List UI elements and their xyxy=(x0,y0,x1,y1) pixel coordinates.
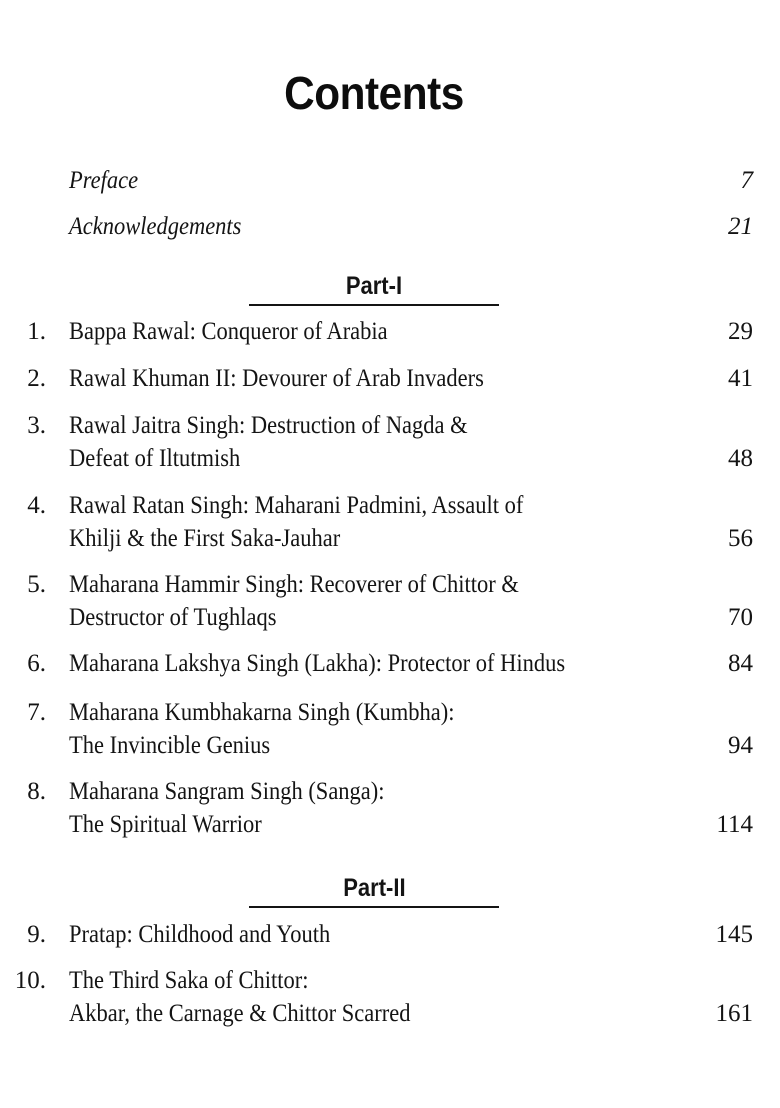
chapter-number: 2. xyxy=(27,365,46,392)
entry-title-line-1: The Third Saka of Chittor: xyxy=(69,967,309,994)
page-number: 94 xyxy=(728,732,753,759)
chapter-number: 5. xyxy=(27,571,46,598)
page-number: 84 xyxy=(728,650,753,677)
chapter-number: 8. xyxy=(27,778,46,805)
entry-title: Acknowledgements xyxy=(69,213,242,240)
entry-title-line-1: Rawal Jaitra Singh: Destruction of Nagda & xyxy=(69,412,468,439)
entry-title-line-2: Destructor of Tughlaqs xyxy=(69,604,277,631)
part-heading-1 xyxy=(249,270,499,306)
page-number: 70 xyxy=(728,604,753,631)
chapter-number: 1. xyxy=(27,318,46,345)
chapter-number: 3. xyxy=(27,412,46,439)
entry-title-line-2: Akbar, the Carnage & Chittor Scarred xyxy=(69,1000,411,1027)
chapter-number: 6. xyxy=(27,650,46,677)
entry-title-line-2: The Invincible Genius xyxy=(69,732,271,759)
chapter-number: 9. xyxy=(27,921,46,948)
page-number: 41 xyxy=(728,365,753,392)
entry-title-line-2: Khilji & the First Saka-Jauhar xyxy=(69,525,341,552)
entry-title: Bappa Rawal: Conqueror of Arabia xyxy=(69,318,388,345)
entry-title: Rawal Khuman II: Devourer of Arab Invaders xyxy=(69,365,484,392)
entry-title-line-1: Maharana Sangram Singh (Sanga): xyxy=(69,778,385,805)
entry-title: Maharana Lakshya Singh (Lakha): Protector of Hindus xyxy=(69,650,566,677)
page-number: 48 xyxy=(728,445,753,472)
page-number: 161 xyxy=(715,1000,753,1027)
entry-title: Pratap: Childhood and Youth xyxy=(69,921,331,948)
part-heading-text: Part-II xyxy=(342,874,406,902)
page-number: 114 xyxy=(716,811,753,838)
page-number: 7 xyxy=(740,167,753,194)
part-heading-2 xyxy=(249,872,499,908)
chapter-number: 10. xyxy=(14,967,46,994)
part-heading-text: Part-I xyxy=(345,272,403,300)
chapter-number: 4. xyxy=(27,492,46,519)
entry-title-line-1: Maharana Hammir Singh: Recoverer of Chittor & xyxy=(69,571,519,598)
entry-title-line-1: Rawal Ratan Singh: Maharani Padmini, Assault of xyxy=(69,492,524,519)
page-title: Contents xyxy=(284,67,464,119)
entry-title-line-2: The Spiritual Warrior xyxy=(69,811,262,838)
entry-title-line-2: Defeat of Iltutmish xyxy=(69,445,241,472)
entry-title: Preface xyxy=(69,167,139,194)
page-number: 21 xyxy=(728,213,753,240)
page-number: 145 xyxy=(715,921,753,948)
entry-title-line-1: Maharana Kumbhakarna Singh (Kumbha): xyxy=(69,699,455,726)
chapter-number: 7. xyxy=(27,699,46,726)
page-number: 56 xyxy=(728,525,753,552)
page-number: 29 xyxy=(728,318,753,345)
